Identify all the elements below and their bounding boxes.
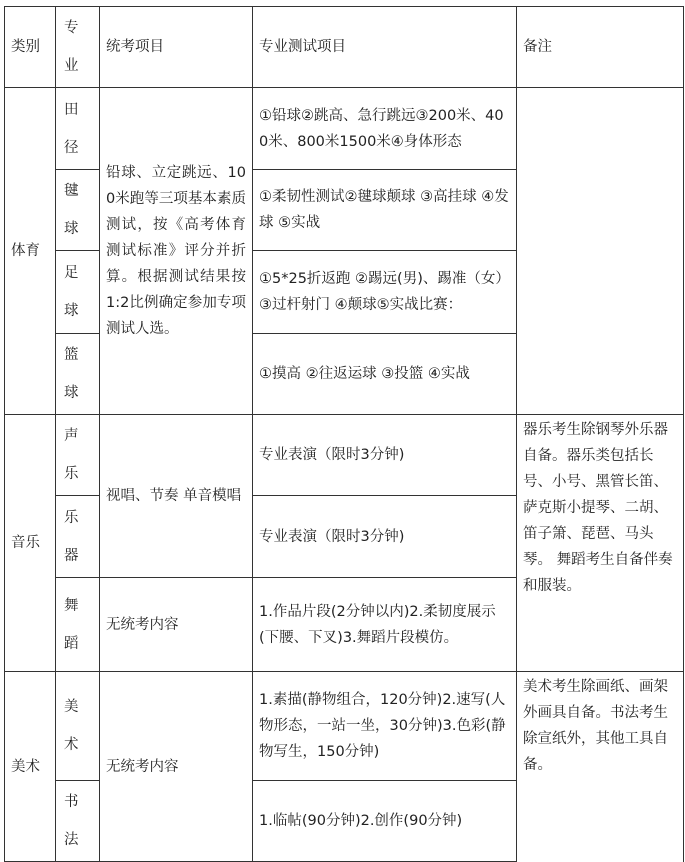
unified-exam-pe: 铅球、立定跳远、100米跑等三项基本素质测试，按《高考体育测试标准》评分并折算。根据测试结果按1:2比例确定参加专项测试人选。 [100, 88, 253, 415]
major-cell: 田径 [56, 88, 100, 170]
major-cell: 足球 [56, 251, 100, 334]
test-cell: 专业表演（限时3分钟) [253, 496, 517, 578]
test-cell: 1.素描(静物组合，120分钟)2.速写(人物形态，一站一坐，30分钟)3.色彩(静物写生，150分钟) [253, 672, 517, 781]
unified-exam-music: 视唱、节奏 单音模唱 [100, 415, 253, 578]
header-unified: 统考项目 [100, 7, 253, 88]
major-cell: 舞蹈 [56, 578, 100, 672]
test-cell: ①柔韧性测试②毽球颠球 ③高挂球 ④发球 ⑤实战 [253, 170, 517, 251]
major-cell: 毽球 [56, 170, 100, 251]
major-cell: 书法 [56, 781, 100, 862]
unified-exam-art: 无统考内容 [100, 672, 253, 862]
header-category: 类别 [5, 7, 56, 88]
test-cell: ①摸高 ②往返运球 ③投篮 ④实战 [253, 334, 517, 415]
table-row [5, 88, 684, 170]
note-pe [517, 88, 684, 415]
test-cell: ①铅球②跳高、急行跳远③200米、400米、800米1500米④身体形态 [253, 88, 517, 170]
category-pe: 体育 [5, 88, 56, 415]
header-major: 专业 [56, 7, 100, 88]
category-music: 音乐 [5, 415, 56, 672]
table-row [5, 672, 684, 781]
table-row [5, 415, 684, 496]
major-cell: 声乐 [56, 415, 100, 496]
note-art: 美术考生除画纸、画架外画具自备。书法考生除宣纸外，其他工具自备。 [517, 672, 684, 862]
exam-items-table [4, 6, 684, 862]
header-row [5, 7, 684, 88]
major-cell: 乐器 [56, 496, 100, 578]
major-cell: 美术 [56, 672, 100, 781]
note-music: 器乐考生除钢琴外乐器自备。器乐类包括长号、小号、黑管长笛、萨克斯小提琴、二胡、笛子箫、琵琶、马头琴。 舞蹈考生自备伴奏和服装。 [517, 415, 684, 672]
test-cell: ①5*25折返跑 ②踢远(男)、踢准（女）③过杆射门 ④颠球⑤实战比赛： [253, 251, 517, 334]
test-cell: 专业表演（限时3分钟) [253, 415, 517, 496]
major-cell: 篮球 [56, 334, 100, 415]
header-test: 专业测试项目 [253, 7, 517, 88]
unified-exam-dance: 无统考内容 [100, 578, 253, 672]
category-art: 美术 [5, 672, 56, 862]
test-cell: 1.临帖(90分钟)2.创作(90分钟) [253, 781, 517, 862]
test-cell: 1.作品片段(2分钟以内)2.柔韧度展示(下腰、下叉)3.舞蹈片段模仿。 [253, 578, 517, 672]
header-note: 备注 [517, 7, 684, 88]
